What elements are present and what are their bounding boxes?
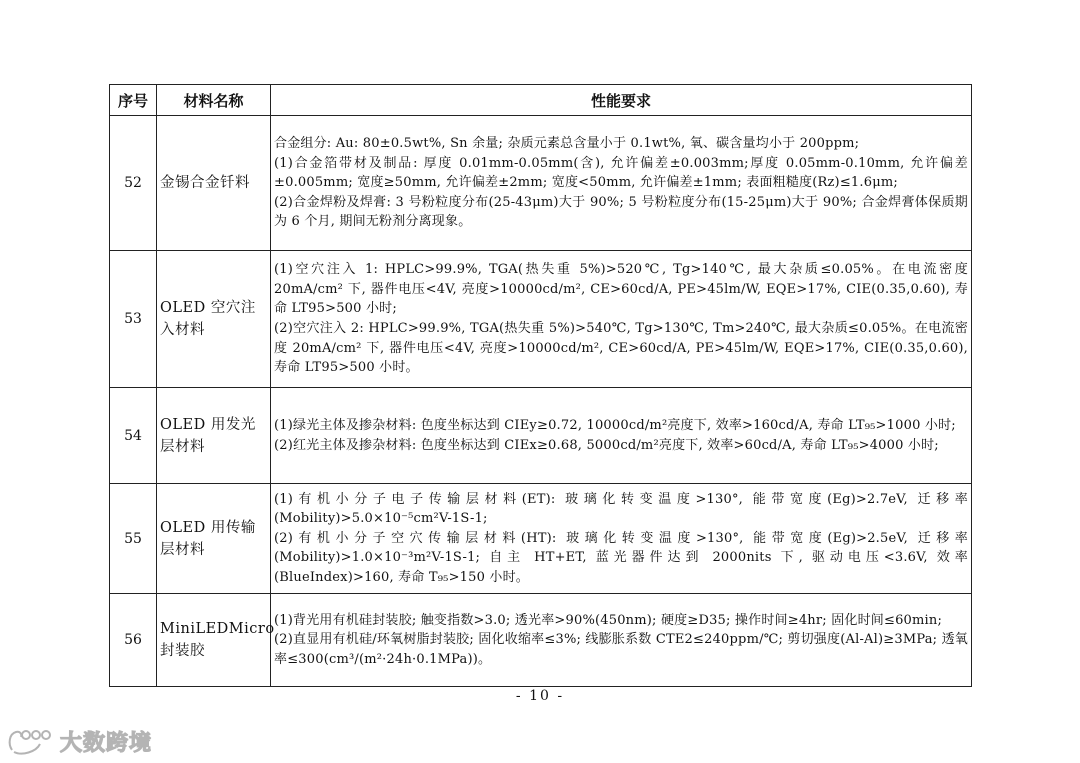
table-row [110,484,972,594]
watermark [6,724,152,758]
header-number: 序号 [110,85,157,116]
requirement-line: (2)红光主体及掺杂材料: 色度坐标达到 CIEx≥0.68, 5000cd/m²亮度下, 效率>60cd/A, 寿命 LT₉₅>4000 小时; [274,437,939,453]
performance-requirements [271,251,972,388]
requirement-line: (1)空穴注入 1: HPLC>99.9%, TGA(热失重 5%)>520℃, Tg>140℃, 最大杂质≤0.05%。在电流密度 20mA/cm² 下, 器件电压<4V, 亮度>10000cd/m², CE>60cd/A, PE>45lm/W, EQE>17%, CIE(0.35,0.60), 寿命 LT95>500 小时; [274,262,968,317]
table-row [110,388,972,484]
requirement-line: (2)合金焊粉及焊膏: 3 号粉粒度分布(25-43μm)大于 90%; 5 号粉粒度分布(15-25μm)大于 90%; 合金焊膏体保质期为 6 个月, 期间无粉剂分离现象。 [274,194,968,230]
performance-requirements [271,388,972,484]
performance-requirements [271,116,972,251]
row-number: 54 [110,388,157,484]
requirement-line: (1)有机小分子电子传输层材料(ET): 玻璃化转变温度>130°, 能带宽度(Eg)>2.7eV, 迁移率(Mobility)>5.0×10⁻⁵cm²V-1S-1; [274,491,968,527]
watermark-text: 大数跨境 [60,730,153,756]
table-header-row [110,85,972,116]
header-performance: 性能要求 [271,85,972,116]
material-name: 金锡合金钎料 [157,116,271,251]
table-row [110,251,972,388]
row-number: 56 [110,594,157,687]
material-name: OLED 用传输层材料 [157,484,271,594]
row-number: 53 [110,251,157,388]
requirement-line: (1)背光用有机硅封装胶; 触变指数>3.0; 透光率>90%(450nm); 硬度≥D35; 操作时间≥4hr; 固化时间≤60min; [274,612,943,628]
row-number: 52 [110,116,157,251]
row-number: 55 [110,484,157,594]
requirement-line: (1)绿光主体及掺杂材料: 色度坐标达到 CIEy≥0.72, 10000cd/m²亮度下, 效率>160cd/A, 寿命 LT₉₅>1000 小时; [274,417,956,433]
requirement-line: (2)有机小分子空穴传输层材料(HT): 玻璃化转变温度>130°, 能带宽度(Eg)>2.5eV, 迁移率(Mobility)>1.0×10⁻³m²V-1S-1; 自主 HT+ET, 蓝光器件达到 2000nits 下, 驱动电压<3.6V, 效率(BlueIndex)>160, 寿命 T₉₅>150 小时。 [274,530,968,585]
material-name: MiniLEDMicro 封装胶 [157,594,271,687]
table-row [110,594,972,687]
requirement-line: (2)空穴注入 2: HPLC>99.9%, TGA(热失重 5%)>540℃, Tg>130℃, Tm>240℃, 最大杂质≤0.05%。在电流密度 20mA/cm² 下, 器件电压<4V, 亮度>10000cd/m², CE>60cd/A, PE>45lm/W, EQE>17%, CIE(0.35,0.60), 寿命 LT95>500 小时。 [274,321,968,376]
header-material-name: 材料名称 [157,85,271,116]
requirement-line: (1)合金箔带材及制品: 厚度 0.01mm-0.05mm(含), 允许偏差±0.003mm;厚度 0.05mm-0.10mm, 允许偏差±0.005mm; 宽度≥50mm, 允许偏差±2mm; 宽度<50mm, 允许偏差±1mm; 表面粗糙度(Rz)≤1.6μm; [274,155,968,191]
material-name: OLED 用发光层材料 [157,388,271,484]
performance-requirements [271,594,972,687]
material-name: OLED 空穴注入材料 [157,251,271,388]
requirement-line: (2)直显用有机硅/环氧树脂封装胶; 固化收缩率≤3%; 线膨胀系数 CTE2≤240ppm/℃; 剪切强度(Al-Al)≥3MPa; 透氧率≤300(cm³/(m²·24h·0.1MPa))。 [274,632,968,667]
performance-requirements [271,484,972,594]
materials-spec-table [109,84,972,687]
requirement-line: 合金组分: Au: 80±0.5wt%, Sn 余量; 杂质元素总含量小于 0.1wt%, 氧、碳含量均小于 200ppm; [274,136,860,152]
logo-icon [6,726,54,756]
table-row [110,116,972,251]
page-number: - 10 - [515,688,565,704]
